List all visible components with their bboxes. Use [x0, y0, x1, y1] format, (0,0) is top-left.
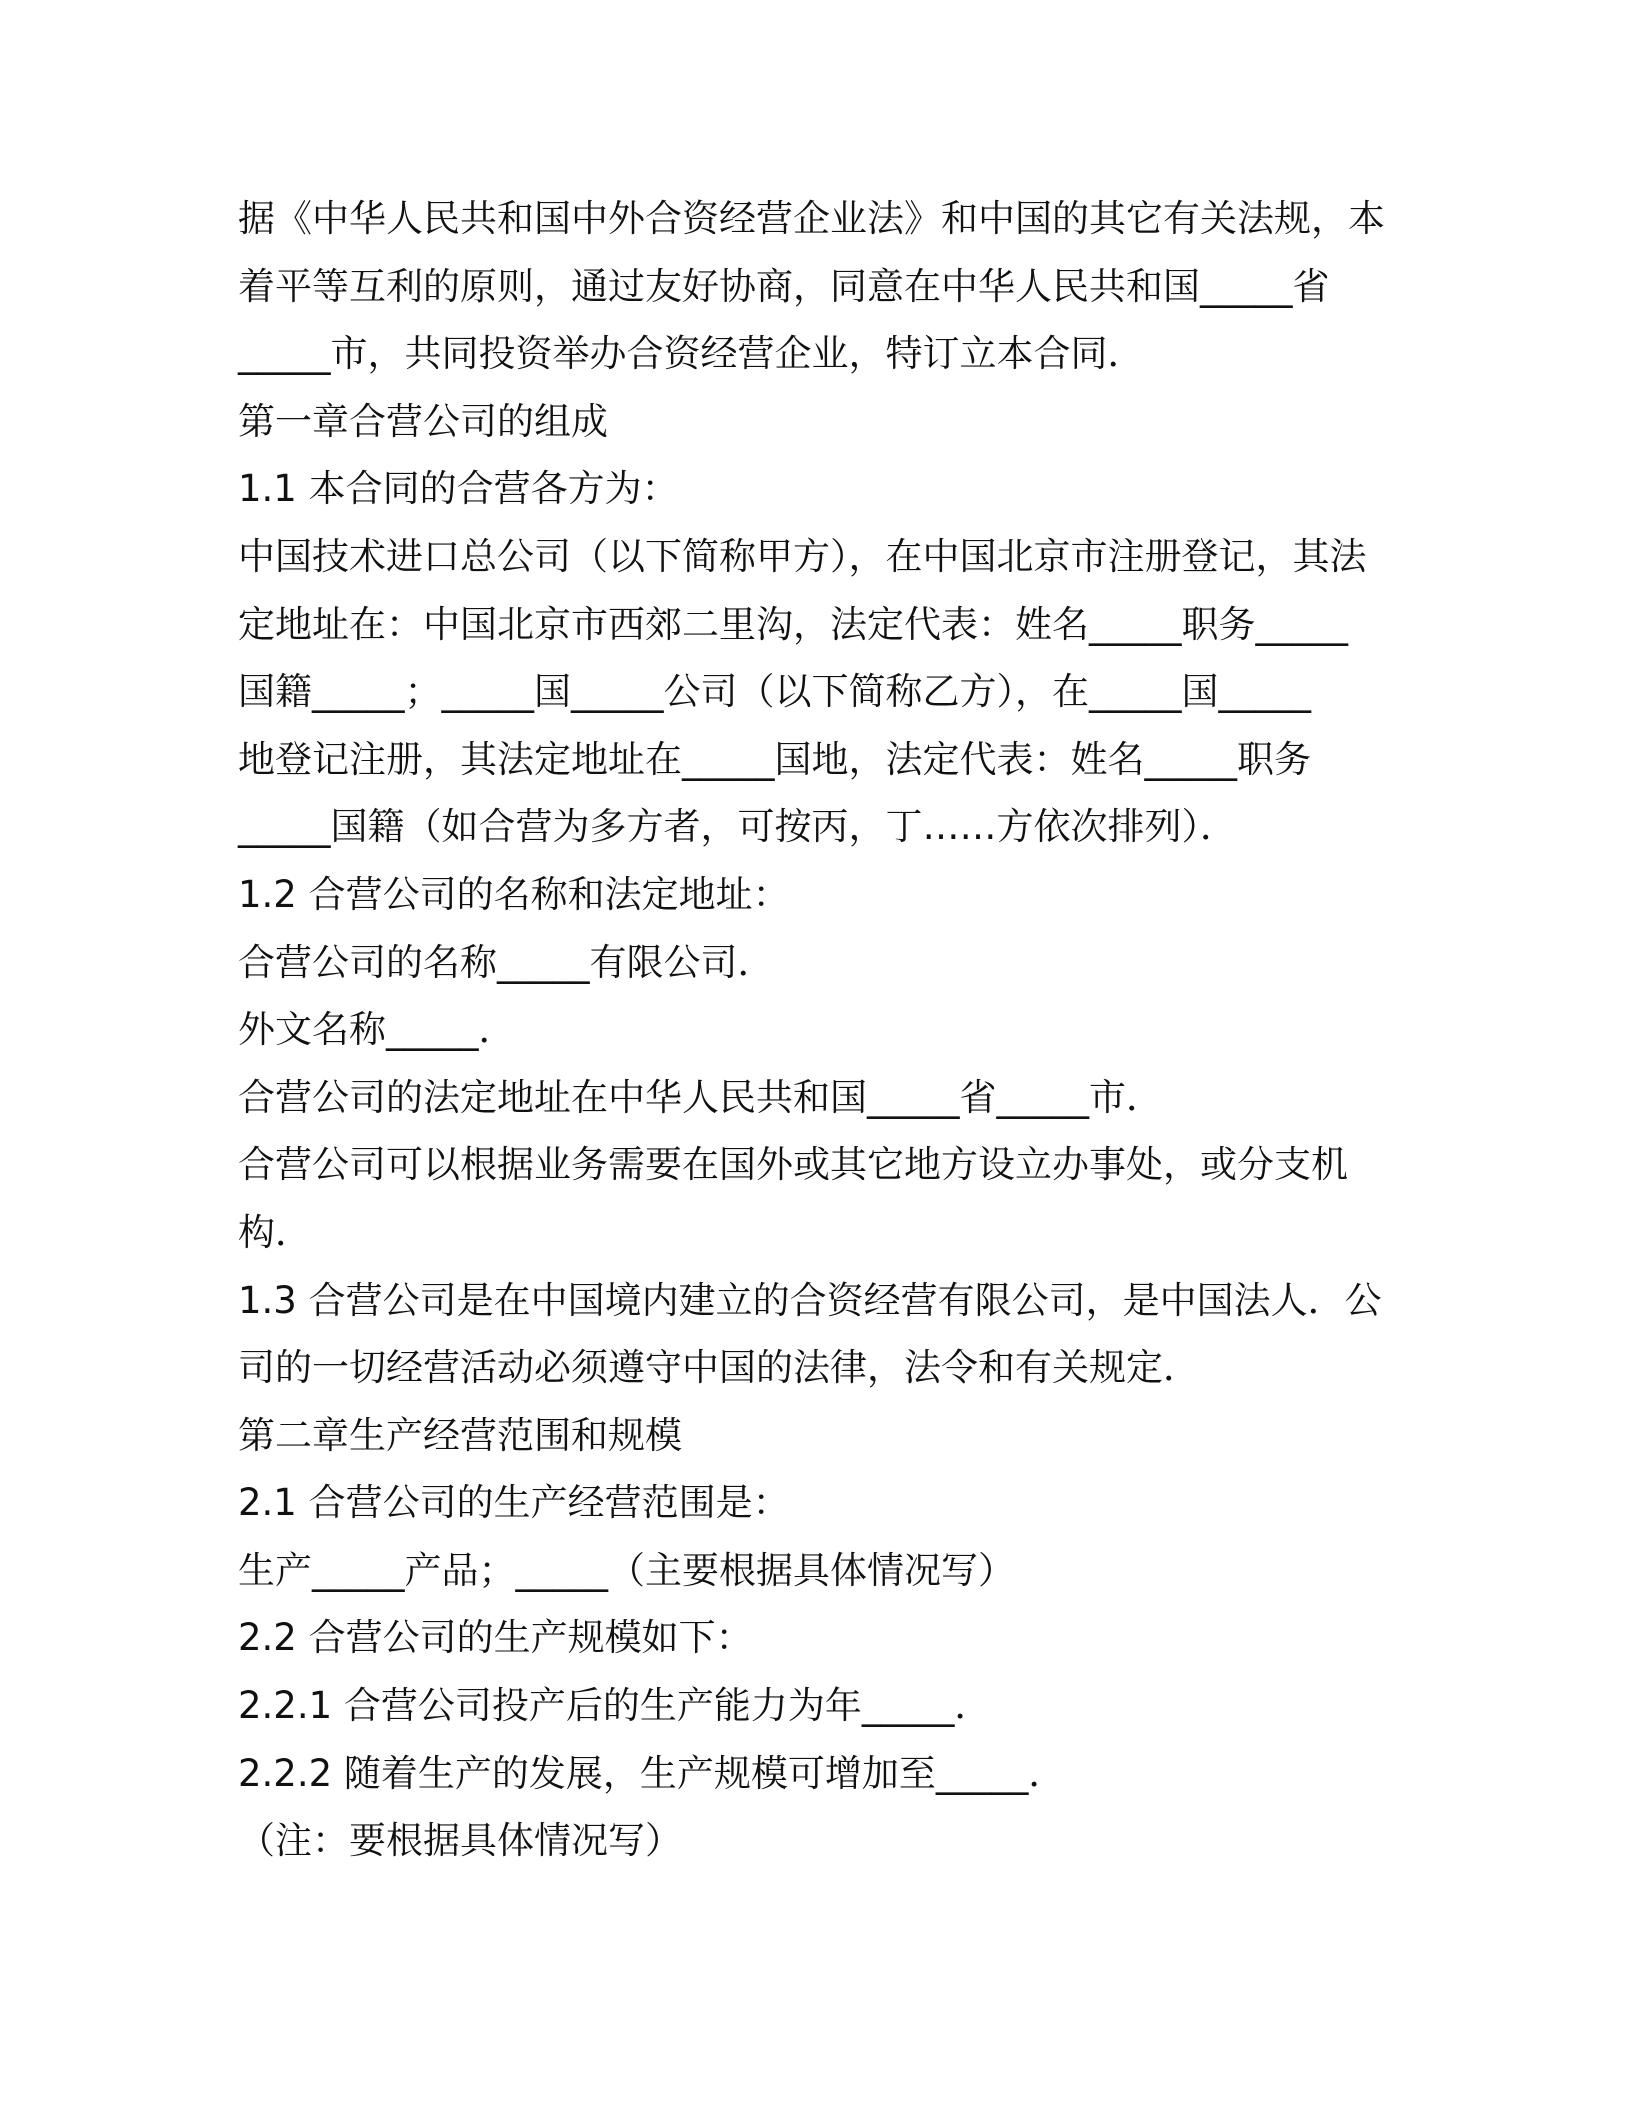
- text-line: 国籍_____；_____国_____公司（以下简称乙方），在_____国_____: [238, 670, 1311, 714]
- contract-body: [238, 185, 1398, 1875]
- text-line: 地登记注册，其法定地址在_____国地，法定代表：姓名_____职务: [238, 737, 1311, 781]
- text-line: 据《中华人民共和国中外合资经营企业法》和中国的其它有关法规，本: [238, 197, 1385, 240]
- text-line: 中国技术进口总公司（以下简称甲方），在中国北京市注册登记，其法: [238, 534, 1367, 578]
- text-line: 合营公司的名称_____有限公司．: [238, 940, 775, 984]
- note-line: （注：要根据具体情况写）: [238, 1819, 682, 1863]
- section-heading: 2.1 合营公司的生产经营范围是：: [238, 1481, 790, 1525]
- chapter-heading: 第二章生产经营范围和规模: [238, 1413, 682, 1457]
- text-line: 着平等互利的原则，通过友好协商，同意在中华人民共和国_____省: [238, 264, 1330, 308]
- subsection-line: 2.2.2 随着生产的发展，生产规模可增加至_____．: [238, 1751, 1066, 1795]
- text-line: _____国籍（如合营为多方者，可按丙，丁……方依次排列）．: [238, 805, 1237, 849]
- text-line: 合营公司的法定地址在中华人民共和国_____省_____市．: [238, 1075, 1163, 1119]
- text-line: 合营公司可以根据业务需要在国外或其它地方设立办事处，或分支机: [238, 1143, 1348, 1187]
- section-heading: 2.2 合营公司的生产规模如下：: [238, 1616, 753, 1660]
- text-line: 司的一切经营活动必须遵守中国的法律，法令和有关规定．: [238, 1346, 1200, 1390]
- subsection-line: 2.2.1 合营公司投产后的生产能力为年_____．: [238, 1684, 992, 1728]
- section-heading: 1.2 合营公司的名称和法定地址：: [238, 872, 790, 916]
- text-line: 定地址在：中国北京市西郊二里沟，法定代表：姓名_____职务_____: [238, 602, 1348, 646]
- section-heading: 1.1 本合同的合营各方为：: [238, 467, 679, 511]
- text-line: 外文名称_____．: [238, 1008, 516, 1052]
- chapter-heading: 第一章合营公司的组成: [238, 399, 608, 443]
- text-line: _____市，共同投资举办合资经营企业，特订立本合同．: [238, 332, 1145, 376]
- section-heading: 1.3 合营公司是在中国境内建立的合资经营有限公司，是中国法人．公: [238, 1278, 1382, 1322]
- text-line: 构．: [238, 1210, 312, 1254]
- text-line: 生产_____产品；_____（主要根据具体情况写）: [238, 1548, 1015, 1592]
